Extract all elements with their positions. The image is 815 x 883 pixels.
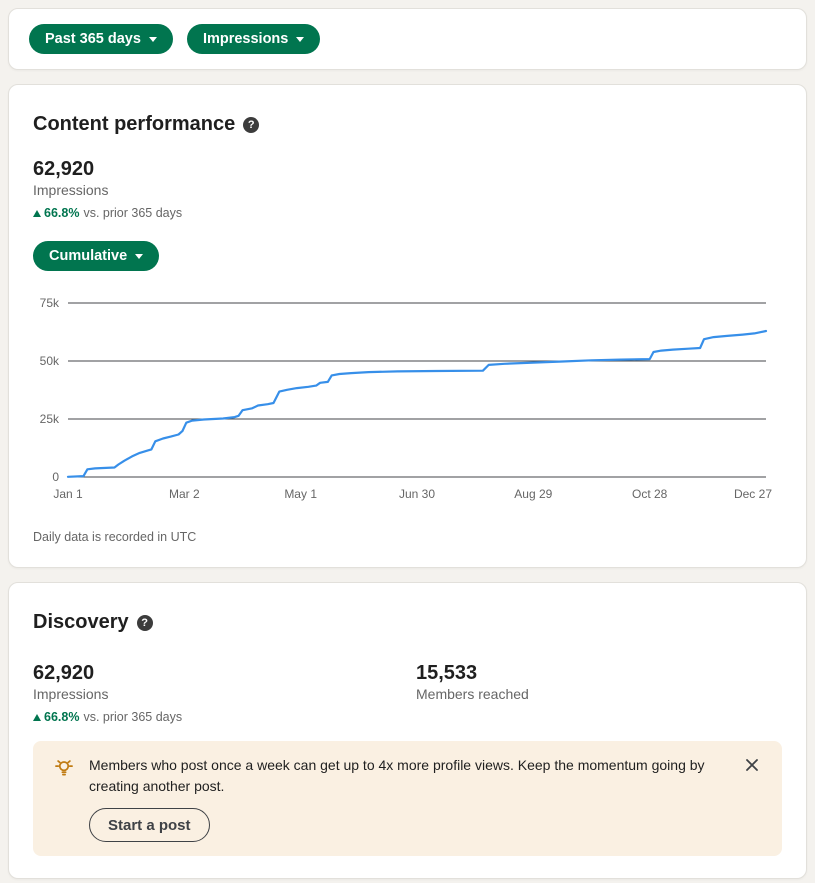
members-reached-value: 15,533 xyxy=(416,662,478,684)
x-axis-tick-label: Aug 29 xyxy=(514,487,553,501)
impressions-chart[interactable] xyxy=(33,293,784,508)
discovery-card xyxy=(8,582,807,879)
triangle-up-icon xyxy=(33,714,41,721)
date-range-filter-label: Past 365 days xyxy=(45,31,141,47)
content-performance-header xyxy=(33,111,782,137)
delta-suffix: vs. prior 365 days xyxy=(83,206,183,220)
y-axis-tick-label: 75k xyxy=(39,296,59,310)
chart-footnote: Daily data is recorded in UTC xyxy=(33,530,197,544)
x-axis-tick-label: Mar 2 xyxy=(168,487,200,501)
metric-filter-label: Impressions xyxy=(202,31,289,47)
discovery-impressions-stat xyxy=(33,661,416,725)
caret-down-icon xyxy=(149,37,157,42)
x-axis-tick-label: Dec 27 xyxy=(733,487,772,501)
impressions-label: Impressions xyxy=(33,182,109,198)
nudge-message: Members who post once a week can get up to 4x more profile views. Keep the momentum going by creating another post. xyxy=(89,757,705,794)
chart-container xyxy=(33,293,782,513)
caret-down-icon xyxy=(135,254,143,259)
impressions-value: 62,920 xyxy=(33,662,95,684)
delta-value: 66.8% xyxy=(44,206,80,220)
start-a-post-button[interactable] xyxy=(89,808,210,842)
chart-line xyxy=(68,331,766,477)
delta-badge xyxy=(33,205,782,221)
metric-filter-button[interactable] xyxy=(187,24,320,54)
discovery-stats-row xyxy=(33,661,782,725)
discovery-header xyxy=(33,609,782,635)
filters-bar xyxy=(8,8,807,70)
help-icon[interactable]: ? xyxy=(137,615,153,631)
discovery-members-reached-stat xyxy=(416,661,529,725)
lightbulb-icon xyxy=(53,757,75,779)
y-axis-tick-label: 50k xyxy=(39,354,59,368)
date-range-filter-button[interactable] xyxy=(29,24,173,54)
impressions-label: Impressions xyxy=(33,686,109,702)
delta-value: 66.8% xyxy=(44,710,80,724)
x-axis-tick-label: Jan 1 xyxy=(53,487,83,501)
page-title: Content performance xyxy=(33,112,236,135)
members-reached-label: Members reached xyxy=(416,686,529,702)
caret-down-icon xyxy=(296,37,304,42)
chart-view-toggle-label: Cumulative xyxy=(49,248,128,264)
y-axis-tick-label: 0 xyxy=(52,470,59,484)
content-performance-card xyxy=(8,84,807,568)
x-axis-tick-label: Oct 28 xyxy=(631,487,668,501)
delta-badge xyxy=(33,709,416,725)
section-title: Discovery xyxy=(33,610,129,633)
help-icon[interactable]: ? xyxy=(243,117,259,133)
y-axis-tick-label: 25k xyxy=(39,412,59,426)
impressions-stat xyxy=(33,157,782,221)
impressions-value: 62,920 xyxy=(33,158,95,180)
close-button[interactable] xyxy=(740,753,764,777)
x-axis-tick-label: Jun 30 xyxy=(398,487,436,501)
triangle-up-icon xyxy=(33,210,41,217)
start-a-post-label: Start a post xyxy=(108,816,191,834)
chart-view-toggle-button[interactable] xyxy=(33,241,159,271)
close-icon xyxy=(745,758,759,772)
delta-suffix: vs. prior 365 days xyxy=(83,710,183,724)
post-nudge-banner xyxy=(33,741,782,856)
x-axis-tick-label: May 1 xyxy=(284,487,318,501)
